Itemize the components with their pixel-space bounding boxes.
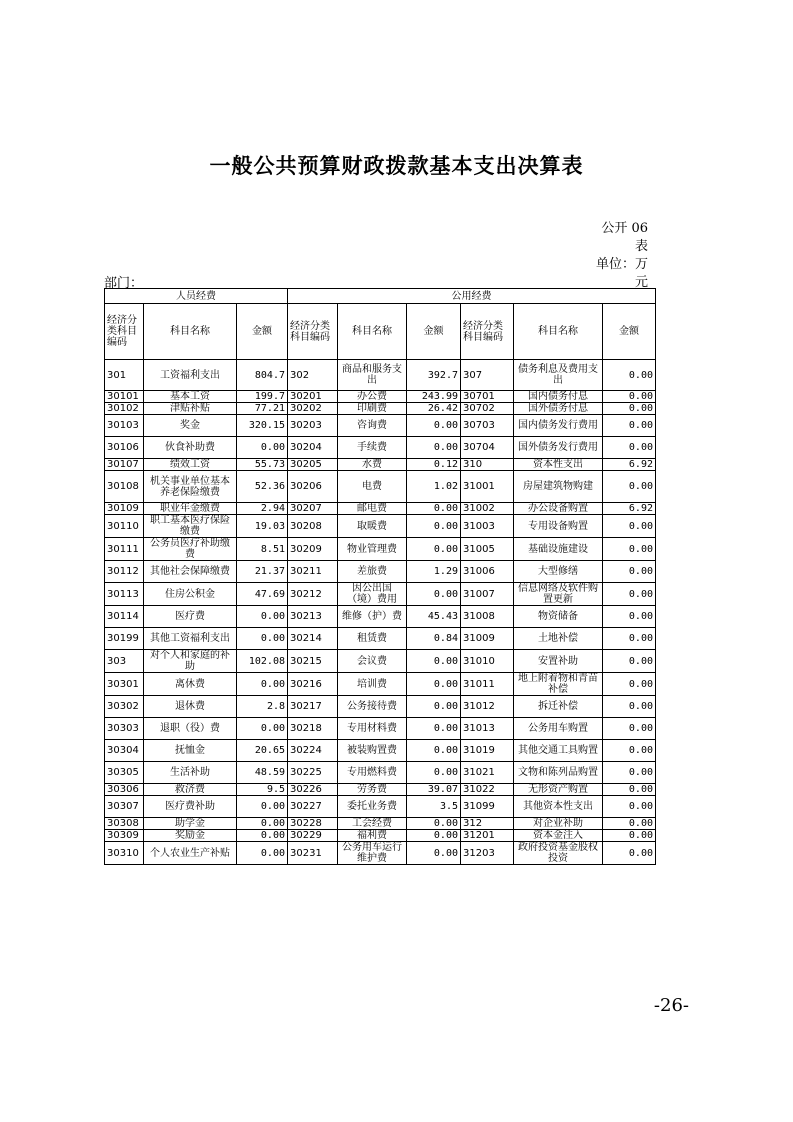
cell-amount-1: 0.00: [237, 818, 288, 830]
table-row: [105, 583, 656, 606]
cell-amount-3: 0.00: [603, 796, 656, 818]
cell-code-3: 31008: [461, 606, 514, 628]
cell-code-2: 30218: [288, 718, 338, 740]
cell-amount-3: 0.00: [603, 740, 656, 762]
cell-code-1: 30111: [105, 538, 144, 561]
cell-name-3: 大型修缮: [514, 561, 603, 583]
table-row: [105, 471, 656, 503]
cell-name-1: 退职（役）费: [144, 718, 237, 740]
cell-code-1: 30114: [105, 606, 144, 628]
cell-amount-1: 0.00: [237, 796, 288, 818]
table-row: [105, 561, 656, 583]
cell-amount-3: 0.00: [603, 650, 656, 673]
cell-name-1: 津贴补贴: [144, 403, 237, 415]
form-number-line2: 表: [634, 239, 648, 254]
cell-code-2: 30205: [288, 459, 338, 471]
table-row: [105, 606, 656, 628]
cell-amount-2: 243.99: [407, 391, 461, 403]
cell-name-1: 公务员医疗补助缴费: [144, 538, 237, 561]
cell-code-2: 30228: [288, 818, 338, 830]
cell-amount-2: 3.5: [407, 796, 461, 818]
cell-code-1: 30103: [105, 415, 144, 437]
table-row: [105, 391, 656, 403]
cell-amount-3: 0.00: [603, 437, 656, 459]
cell-amount-3: 0.00: [603, 718, 656, 740]
cell-code-1: 30108: [105, 471, 144, 503]
header-code-1: 经济分类科目编码: [105, 304, 144, 360]
cell-amount-1: 0.00: [237, 606, 288, 628]
cell-code-2: 30224: [288, 740, 338, 762]
cell-code-2: 30215: [288, 650, 338, 673]
cell-name-2: 公务用车运行维护费: [338, 842, 407, 865]
cell-name-1: 助学金: [144, 818, 237, 830]
cell-code-2: 302: [288, 360, 338, 391]
table-row: [105, 830, 656, 842]
cell-code-3: 30703: [461, 415, 514, 437]
cell-code-3: 310: [461, 459, 514, 471]
cell-code-3: 30704: [461, 437, 514, 459]
cell-amount-3: 0.00: [603, 471, 656, 503]
cell-name-1: 医疗费: [144, 606, 237, 628]
cell-code-3: 31009: [461, 628, 514, 650]
cell-name-1: 个人农业生产补贴: [144, 842, 237, 865]
cell-amount-3: 0.00: [603, 391, 656, 403]
cell-name-1: 其他工资福利支出: [144, 628, 237, 650]
cell-name-3: 政府投资基金股权投资: [514, 842, 603, 865]
cell-amount-3: 6.92: [603, 459, 656, 471]
cell-name-2: 公务接待费: [338, 696, 407, 718]
cell-code-3: 31011: [461, 673, 514, 696]
cell-code-2: 30231: [288, 842, 338, 865]
cell-amount-1: 0.00: [237, 830, 288, 842]
cell-name-3: 地上附着物和青苗补偿: [514, 673, 603, 696]
cell-code-1: 30109: [105, 503, 144, 515]
header-name-1: 科目名称: [144, 304, 237, 360]
table-row: [105, 696, 656, 718]
cell-name-2: 取暖费: [338, 515, 407, 538]
cell-amount-1: 2.8: [237, 696, 288, 718]
section-header-row: [105, 289, 656, 304]
section-public: 公用经费: [288, 289, 656, 304]
cell-code-2: 30207: [288, 503, 338, 515]
cell-code-2: 30213: [288, 606, 338, 628]
cell-amount-1: 47.69: [237, 583, 288, 606]
cell-code-3: 31010: [461, 650, 514, 673]
cell-amount-1: 19.03: [237, 515, 288, 538]
table-row: [105, 673, 656, 696]
cell-code-2: 30209: [288, 538, 338, 561]
unit-line2: 元: [634, 275, 648, 290]
cell-name-2: 印刷费: [338, 403, 407, 415]
cell-amount-3: 6.92: [603, 503, 656, 515]
table-row: [105, 796, 656, 818]
table-row: [105, 360, 656, 391]
header-code-2: 经济分类科目编码: [288, 304, 338, 360]
page-number: -26-: [653, 995, 689, 1016]
cell-code-2: 30201: [288, 391, 338, 403]
cell-code-1: 30310: [105, 842, 144, 865]
cell-amount-3: 0.00: [603, 538, 656, 561]
cell-name-2: 因公出国（境）费用: [338, 583, 407, 606]
column-header-row: [105, 304, 656, 360]
cell-name-1: 奖金: [144, 415, 237, 437]
cell-name-2: 专用燃料费: [338, 762, 407, 784]
cell-amount-1: 199.7: [237, 391, 288, 403]
cell-name-1: 离休费: [144, 673, 237, 696]
cell-code-1: 30301: [105, 673, 144, 696]
cell-code-2: 30208: [288, 515, 338, 538]
cell-amount-2: 0.00: [407, 415, 461, 437]
cell-name-2: 委托业务费: [338, 796, 407, 818]
cell-name-3: 国内债务付息: [514, 391, 603, 403]
header-amount-3: 金额: [603, 304, 656, 360]
cell-code-3: 31203: [461, 842, 514, 865]
table-body: [105, 289, 656, 865]
cell-name-1: 其他社会保障缴费: [144, 561, 237, 583]
cell-amount-1: 0.00: [237, 628, 288, 650]
cell-amount-3: 0.00: [603, 784, 656, 796]
cell-amount-2: 0.84: [407, 628, 461, 650]
cell-amount-2: 0.12: [407, 459, 461, 471]
cell-name-3: 安置补助: [514, 650, 603, 673]
cell-name-3: 基础设施建设: [514, 538, 603, 561]
cell-name-2: 差旅费: [338, 561, 407, 583]
cell-code-2: 30204: [288, 437, 338, 459]
cell-name-2: 工会经费: [338, 818, 407, 830]
header-code-3: 经济分类科目编码: [461, 304, 514, 360]
cell-code-1: 30307: [105, 796, 144, 818]
cell-amount-1: 77.21: [237, 403, 288, 415]
cell-code-2: 30217: [288, 696, 338, 718]
cell-amount-3: 0.00: [603, 403, 656, 415]
cell-name-2: 租赁费: [338, 628, 407, 650]
cell-code-1: 30306: [105, 784, 144, 796]
cell-code-1: 30113: [105, 583, 144, 606]
table-row: [105, 818, 656, 830]
cell-code-3: 31002: [461, 503, 514, 515]
cell-amount-2: 392.7: [407, 360, 461, 391]
cell-code-1: 30303: [105, 718, 144, 740]
cell-name-2: 电费: [338, 471, 407, 503]
cell-amount-3: 0.00: [603, 606, 656, 628]
cell-code-3: 31006: [461, 561, 514, 583]
cell-name-3: 其他交通工具购置: [514, 740, 603, 762]
cell-name-2: 物业管理费: [338, 538, 407, 561]
cell-amount-2: 0.00: [407, 503, 461, 515]
cell-amount-1: 0.00: [237, 437, 288, 459]
cell-amount-1: 0.00: [237, 673, 288, 696]
cell-amount-2: 0.00: [407, 437, 461, 459]
cell-name-3: 物资储备: [514, 606, 603, 628]
cell-amount-1: 0.00: [237, 842, 288, 865]
cell-amount-2: 0.00: [407, 673, 461, 696]
cell-code-1: 30102: [105, 403, 144, 415]
cell-code-3: 31012: [461, 696, 514, 718]
cell-amount-3: 0.00: [603, 830, 656, 842]
table-row: [105, 538, 656, 561]
cell-amount-1: 48.59: [237, 762, 288, 784]
cell-name-3: 土地补偿: [514, 628, 603, 650]
cell-name-1: 救济费: [144, 784, 237, 796]
cell-code-2: 30226: [288, 784, 338, 796]
table-row: [105, 515, 656, 538]
cell-code-3: 312: [461, 818, 514, 830]
cell-code-3: 30702: [461, 403, 514, 415]
expenditure-table: [104, 288, 656, 865]
cell-amount-1: 320.15: [237, 415, 288, 437]
cell-amount-1: 21.37: [237, 561, 288, 583]
cell-code-3: 31021: [461, 762, 514, 784]
cell-code-2: 30216: [288, 673, 338, 696]
table-row: [105, 718, 656, 740]
cell-name-1: 退休费: [144, 696, 237, 718]
cell-code-1: 30305: [105, 762, 144, 784]
cell-amount-3: 0.00: [603, 628, 656, 650]
cell-name-2: 劳务费: [338, 784, 407, 796]
cell-amount-3: 0.00: [603, 818, 656, 830]
cell-amount-2: 0.00: [407, 650, 461, 673]
cell-code-3: 31007: [461, 583, 514, 606]
cell-code-1: 30101: [105, 391, 144, 403]
cell-amount-1: 9.5: [237, 784, 288, 796]
cell-name-3: 公务用车购置: [514, 718, 603, 740]
cell-name-1: 生活补助: [144, 762, 237, 784]
cell-name-2: 手续费: [338, 437, 407, 459]
cell-name-3: 资本性支出: [514, 459, 603, 471]
cell-amount-3: 0.00: [603, 842, 656, 865]
cell-code-2: 30203: [288, 415, 338, 437]
table-row: [105, 762, 656, 784]
cell-name-3: 房屋建筑物购建: [514, 471, 603, 503]
cell-name-2: 维修（护）费: [338, 606, 407, 628]
cell-code-3: 31001: [461, 471, 514, 503]
cell-amount-3: 0.00: [603, 696, 656, 718]
cell-name-3: 无形资产购置: [514, 784, 603, 796]
header-name-2: 科目名称: [338, 304, 407, 360]
cell-amount-2: 0.00: [407, 740, 461, 762]
cell-name-2: 福利费: [338, 830, 407, 842]
cell-name-1: 工资福利支出: [144, 360, 237, 391]
cell-name-2: 办公费: [338, 391, 407, 403]
cell-name-3: 国内债务发行费用: [514, 415, 603, 437]
cell-amount-3: 0.00: [603, 561, 656, 583]
cell-amount-2: 0.00: [407, 818, 461, 830]
cell-name-2: 水费: [338, 459, 407, 471]
cell-code-1: 30304: [105, 740, 144, 762]
page-title: 一般公共预算财政拨款基本支出决算表: [209, 154, 584, 178]
unit-label: [596, 256, 648, 292]
section-personnel: 人员经费: [105, 289, 288, 304]
cell-amount-2: 0.00: [407, 830, 461, 842]
cell-amount-2: 0.00: [407, 762, 461, 784]
header-amount-2: 金额: [407, 304, 461, 360]
cell-amount-3: 0.00: [603, 762, 656, 784]
cell-name-2: 邮电费: [338, 503, 407, 515]
cell-name-1: 机关事业单位基本养老保险缴费: [144, 471, 237, 503]
cell-name-1: 奖励金: [144, 830, 237, 842]
cell-name-2: 咨询费: [338, 415, 407, 437]
cell-name-3: 其他资本性支出: [514, 796, 603, 818]
cell-code-1: 301: [105, 360, 144, 391]
cell-name-1: 职工基本医疗保险缴费: [144, 515, 237, 538]
table-row: [105, 415, 656, 437]
cell-amount-1: 8.51: [237, 538, 288, 561]
table-row: [105, 740, 656, 762]
cell-amount-1: 2.94: [237, 503, 288, 515]
cell-name-1: 对个人和家庭的补助: [144, 650, 237, 673]
cell-code-3: 31019: [461, 740, 514, 762]
cell-name-3: 国外债务付息: [514, 403, 603, 415]
cell-amount-2: 0.00: [407, 538, 461, 561]
cell-name-3: 资本金注入: [514, 830, 603, 842]
table-row: [105, 503, 656, 515]
cell-name-2: 培训费: [338, 673, 407, 696]
table-row: [105, 784, 656, 796]
cell-amount-2: 0.00: [407, 696, 461, 718]
cell-code-2: 30211: [288, 561, 338, 583]
cell-amount-2: 26.42: [407, 403, 461, 415]
cell-code-2: 30212: [288, 583, 338, 606]
table-row: [105, 459, 656, 471]
cell-code-1: 303: [105, 650, 144, 673]
form-number-line1: 公开 06: [601, 221, 648, 236]
cell-name-1: 绩效工资: [144, 459, 237, 471]
cell-amount-1: 55.73: [237, 459, 288, 471]
cell-name-3: 对企业补助: [514, 818, 603, 830]
cell-name-3: 国外债务发行费用: [514, 437, 603, 459]
cell-code-2: 30227: [288, 796, 338, 818]
cell-code-3: 31099: [461, 796, 514, 818]
unit-line1: 单位：万: [595, 257, 648, 272]
cell-amount-1: 52.36: [237, 471, 288, 503]
cell-name-2: 被装购置费: [338, 740, 407, 762]
table-row: [105, 650, 656, 673]
cell-name-3: 信息网络及软件购置更新: [514, 583, 603, 606]
table-row: [105, 842, 656, 865]
cell-code-1: 30309: [105, 830, 144, 842]
table-row: [105, 628, 656, 650]
cell-amount-2: 1.02: [407, 471, 461, 503]
form-number: [601, 220, 648, 256]
cell-amount-3: 0.00: [603, 360, 656, 391]
department-label: 部门：: [104, 276, 144, 291]
cell-code-3: 31013: [461, 718, 514, 740]
cell-code-1: 30110: [105, 515, 144, 538]
cell-code-3: 31003: [461, 515, 514, 538]
cell-name-3: 拆迁补偿: [514, 696, 603, 718]
cell-amount-2: 45.43: [407, 606, 461, 628]
cell-code-2: 30206: [288, 471, 338, 503]
cell-code-3: 31201: [461, 830, 514, 842]
cell-name-3: 专用设备购置: [514, 515, 603, 538]
cell-code-2: 30225: [288, 762, 338, 784]
cell-amount-1: 0.00: [237, 718, 288, 740]
cell-code-3: 31022: [461, 784, 514, 796]
cell-code-1: 30112: [105, 561, 144, 583]
cell-code-3: 31005: [461, 538, 514, 561]
table-row: [105, 437, 656, 459]
cell-name-1: 抚恤金: [144, 740, 237, 762]
cell-name-2: 商品和服务支出: [338, 360, 407, 391]
table-row: [105, 403, 656, 415]
cell-amount-2: 1.29: [407, 561, 461, 583]
cell-code-3: 30701: [461, 391, 514, 403]
cell-code-1: 30199: [105, 628, 144, 650]
cell-amount-1: 20.65: [237, 740, 288, 762]
cell-amount-3: 0.00: [603, 515, 656, 538]
cell-amount-3: 0.00: [603, 415, 656, 437]
cell-name-2: 会议费: [338, 650, 407, 673]
cell-amount-3: 0.00: [603, 583, 656, 606]
cell-amount-1: 102.08: [237, 650, 288, 673]
cell-amount-2: 0.00: [407, 718, 461, 740]
cell-code-1: 30308: [105, 818, 144, 830]
cell-amount-1: 804.7: [237, 360, 288, 391]
cell-amount-2: 0.00: [407, 515, 461, 538]
cell-amount-2: 0.00: [407, 583, 461, 606]
cell-name-3: 债务利息及费用支出: [514, 360, 603, 391]
header-amount-1: 金额: [237, 304, 288, 360]
cell-code-2: 30229: [288, 830, 338, 842]
header-name-3: 科目名称: [514, 304, 603, 360]
cell-code-2: 30202: [288, 403, 338, 415]
cell-name-3: 办公设备购置: [514, 503, 603, 515]
cell-name-1: 职业年金缴费: [144, 503, 237, 515]
cell-name-1: 医疗费补助: [144, 796, 237, 818]
cell-name-3: 文物和陈列品购置: [514, 762, 603, 784]
cell-amount-2: 0.00: [407, 842, 461, 865]
cell-code-3: 307: [461, 360, 514, 391]
cell-name-1: 基本工资: [144, 391, 237, 403]
cell-code-1: 30107: [105, 459, 144, 471]
cell-code-1: 30302: [105, 696, 144, 718]
cell-amount-3: 0.00: [603, 673, 656, 696]
cell-name-2: 专用材料费: [338, 718, 407, 740]
cell-code-1: 30106: [105, 437, 144, 459]
cell-amount-2: 39.07: [407, 784, 461, 796]
cell-code-2: 30214: [288, 628, 338, 650]
cell-name-1: 住房公积金: [144, 583, 237, 606]
cell-name-1: 伙食补助费: [144, 437, 237, 459]
